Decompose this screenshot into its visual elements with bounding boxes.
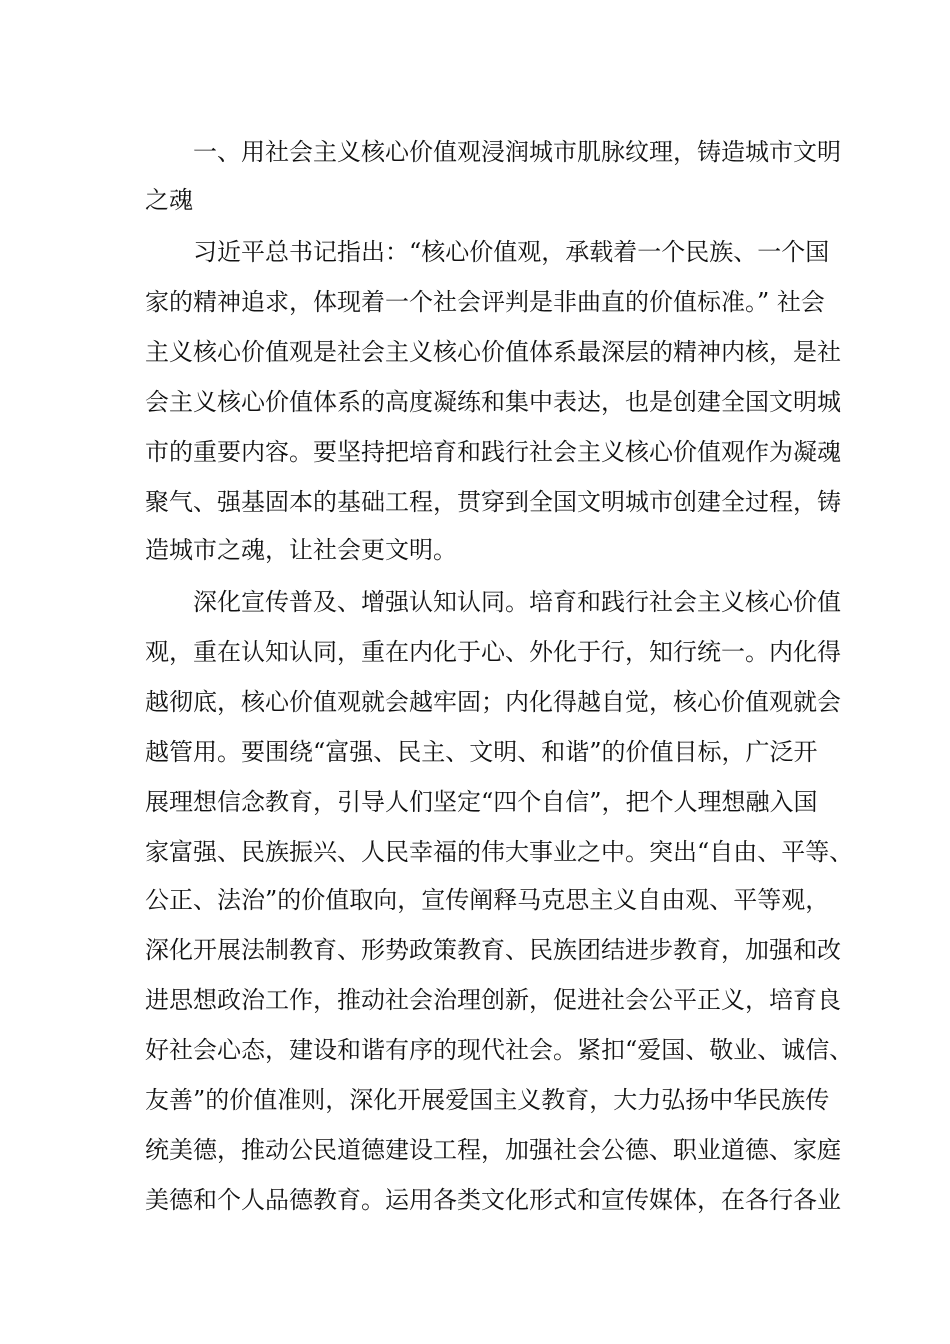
paragraph-2-line-2: 观，重在认知认同，重在内化于心、外化于行，知行统一。内化得 xyxy=(145,638,841,666)
paragraph-2-line-12: 统美德，推动公民道德建设工程，加强社会公德、职业道德、家庭 xyxy=(145,1136,841,1164)
paragraph-1-line-2: 家的精神追求，体现着一个社会评判是非曲直的价值标准。” 社会 xyxy=(145,288,825,316)
paragraph-2-line-9: 进思想政治工作，推动社会治理创新，促进社会公平正义，培育良 xyxy=(145,986,841,1014)
paragraph-2-line-1: 深化宣传普及、增强认知认同。培育和践行社会主义核心价值 xyxy=(193,588,841,616)
paragraph-1-line-6: 聚气、强基固本的基础工程，贯穿到全国文明城市创建全过程，铸 xyxy=(145,488,841,516)
paragraph-2-line-10: 好社会心态，建设和谐有序的现代社会。紧扣“爱国、敬业、诚信、 xyxy=(145,1036,854,1064)
section-heading-line-1: 一、用社会主义核心价值观浸润城市肌脉纹理，铸造城市文明 xyxy=(193,138,841,166)
paragraph-1-line-7: 造城市之魂，让社会更文明。 xyxy=(145,536,457,564)
paragraph-2-line-13: 美德和个人品德教育。运用各类文化形式和宣传媒体，在各行各业 xyxy=(145,1186,841,1214)
paragraph-2-line-6: 家富强、民族振兴、人民幸福的伟大事业之中。突出“自由、平等、 xyxy=(145,838,854,866)
paragraph-1-line-5: 市的重要内容。要坚持把培育和践行社会主义核心价值观作为凝魂 xyxy=(145,438,841,466)
paragraph-2-line-4: 越管用。要围绕“富强、民主、文明、和谐”的价值目标，广泛开 xyxy=(145,738,818,766)
paragraph-1-line-4: 会主义核心价值体系的高度凝练和集中表达，也是创建全国文明城 xyxy=(145,388,841,416)
paragraph-2-line-3: 越彻底，核心价值观就会越牢固；内化得越自觉，核心价值观就会 xyxy=(145,688,841,716)
paragraph-1-line-3: 主义核心价值观是社会主义核心价值体系最深层的精神内核，是社 xyxy=(145,338,841,366)
section-heading-line-2: 之魂 xyxy=(145,186,193,214)
paragraph-2-line-7: 公正、法治”的价值取向，宣传阐释马克思主义自由观、平等观， xyxy=(145,886,830,914)
paragraph-2-line-8: 深化开展法制教育、形势政策教育、民族团结进步教育，加强和改 xyxy=(145,936,841,964)
paragraph-1-line-1: 习近平总书记指出：“核心价值观，承载着一个民族、一个国 xyxy=(193,238,830,266)
paragraph-2-line-11: 友善”的价值准则，深化开展爱国主义教育，大力弘扬中华民族传 xyxy=(145,1086,830,1114)
paragraph-2-line-5: 展理想信念教育，引导人们坚定“四个自信”，把个人理想融入国 xyxy=(145,788,818,816)
